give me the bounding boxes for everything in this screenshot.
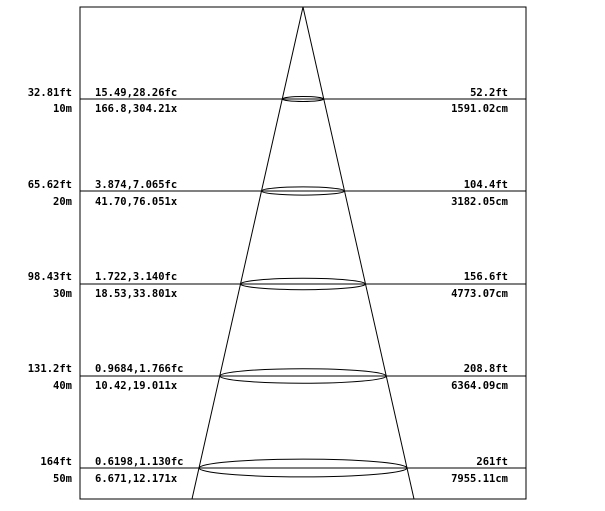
cone-left-edge: [192, 7, 303, 499]
diagram-frame: [80, 7, 526, 499]
diameter-ft-label: 261ft: [476, 456, 508, 468]
illuminance-lx-label: 41.70,76.051x: [95, 196, 178, 208]
illuminance-lx-label: 18.53,33.801x: [95, 288, 178, 300]
distance-m-label: 50m: [53, 473, 72, 485]
diameter-ft-label: 208.8ft: [463, 363, 508, 375]
distance-ft-label: 98.43ft: [27, 271, 72, 283]
illuminance-fc-label: 0.6198,1.130fc: [95, 456, 184, 468]
cone-right-edge: [303, 7, 414, 499]
illuminance-fc-label: 0.9684,1.766fc: [95, 363, 184, 375]
diameter-cm-label: 7955.11cm: [451, 473, 508, 485]
illuminance-lx-label: 10.42,19.011x: [95, 380, 178, 392]
distance-levels: [80, 97, 526, 477]
illuminance-fc-label: 15.49,28.26fc: [95, 87, 178, 99]
diameter-cm-label: 6364.09cm: [451, 380, 508, 392]
diameter-cm-label: 1591.02cm: [451, 103, 508, 115]
diameter-ft-label: 104.4ft: [463, 179, 508, 191]
distance-m-label: 40m: [53, 380, 72, 392]
distance-m-label: 10m: [53, 103, 72, 115]
diameter-cm-label: 4773.07cm: [451, 288, 508, 300]
illuminance-lx-label: 6.671,12.171x: [95, 473, 178, 485]
distance-ft-label: 65.62ft: [27, 179, 72, 191]
diameter-ft-label: 52.2ft: [470, 87, 508, 99]
distance-m-label: 20m: [53, 196, 72, 208]
diameter-ft-label: 156.6ft: [463, 271, 508, 283]
distance-m-label: 30m: [53, 288, 72, 300]
illuminance-fc-label: 3.874,7.065fc: [95, 179, 178, 191]
distance-ft-label: 32.81ft: [27, 87, 72, 99]
illuminance-lx-label: 166.8,304.21x: [95, 103, 178, 115]
distance-ft-label: 164ft: [40, 456, 72, 468]
illuminance-fc-label: 1.722,3.140fc: [95, 271, 178, 283]
diameter-cm-label: 3182.05cm: [451, 196, 508, 208]
distance-ft-label: 131.2ft: [27, 363, 72, 375]
